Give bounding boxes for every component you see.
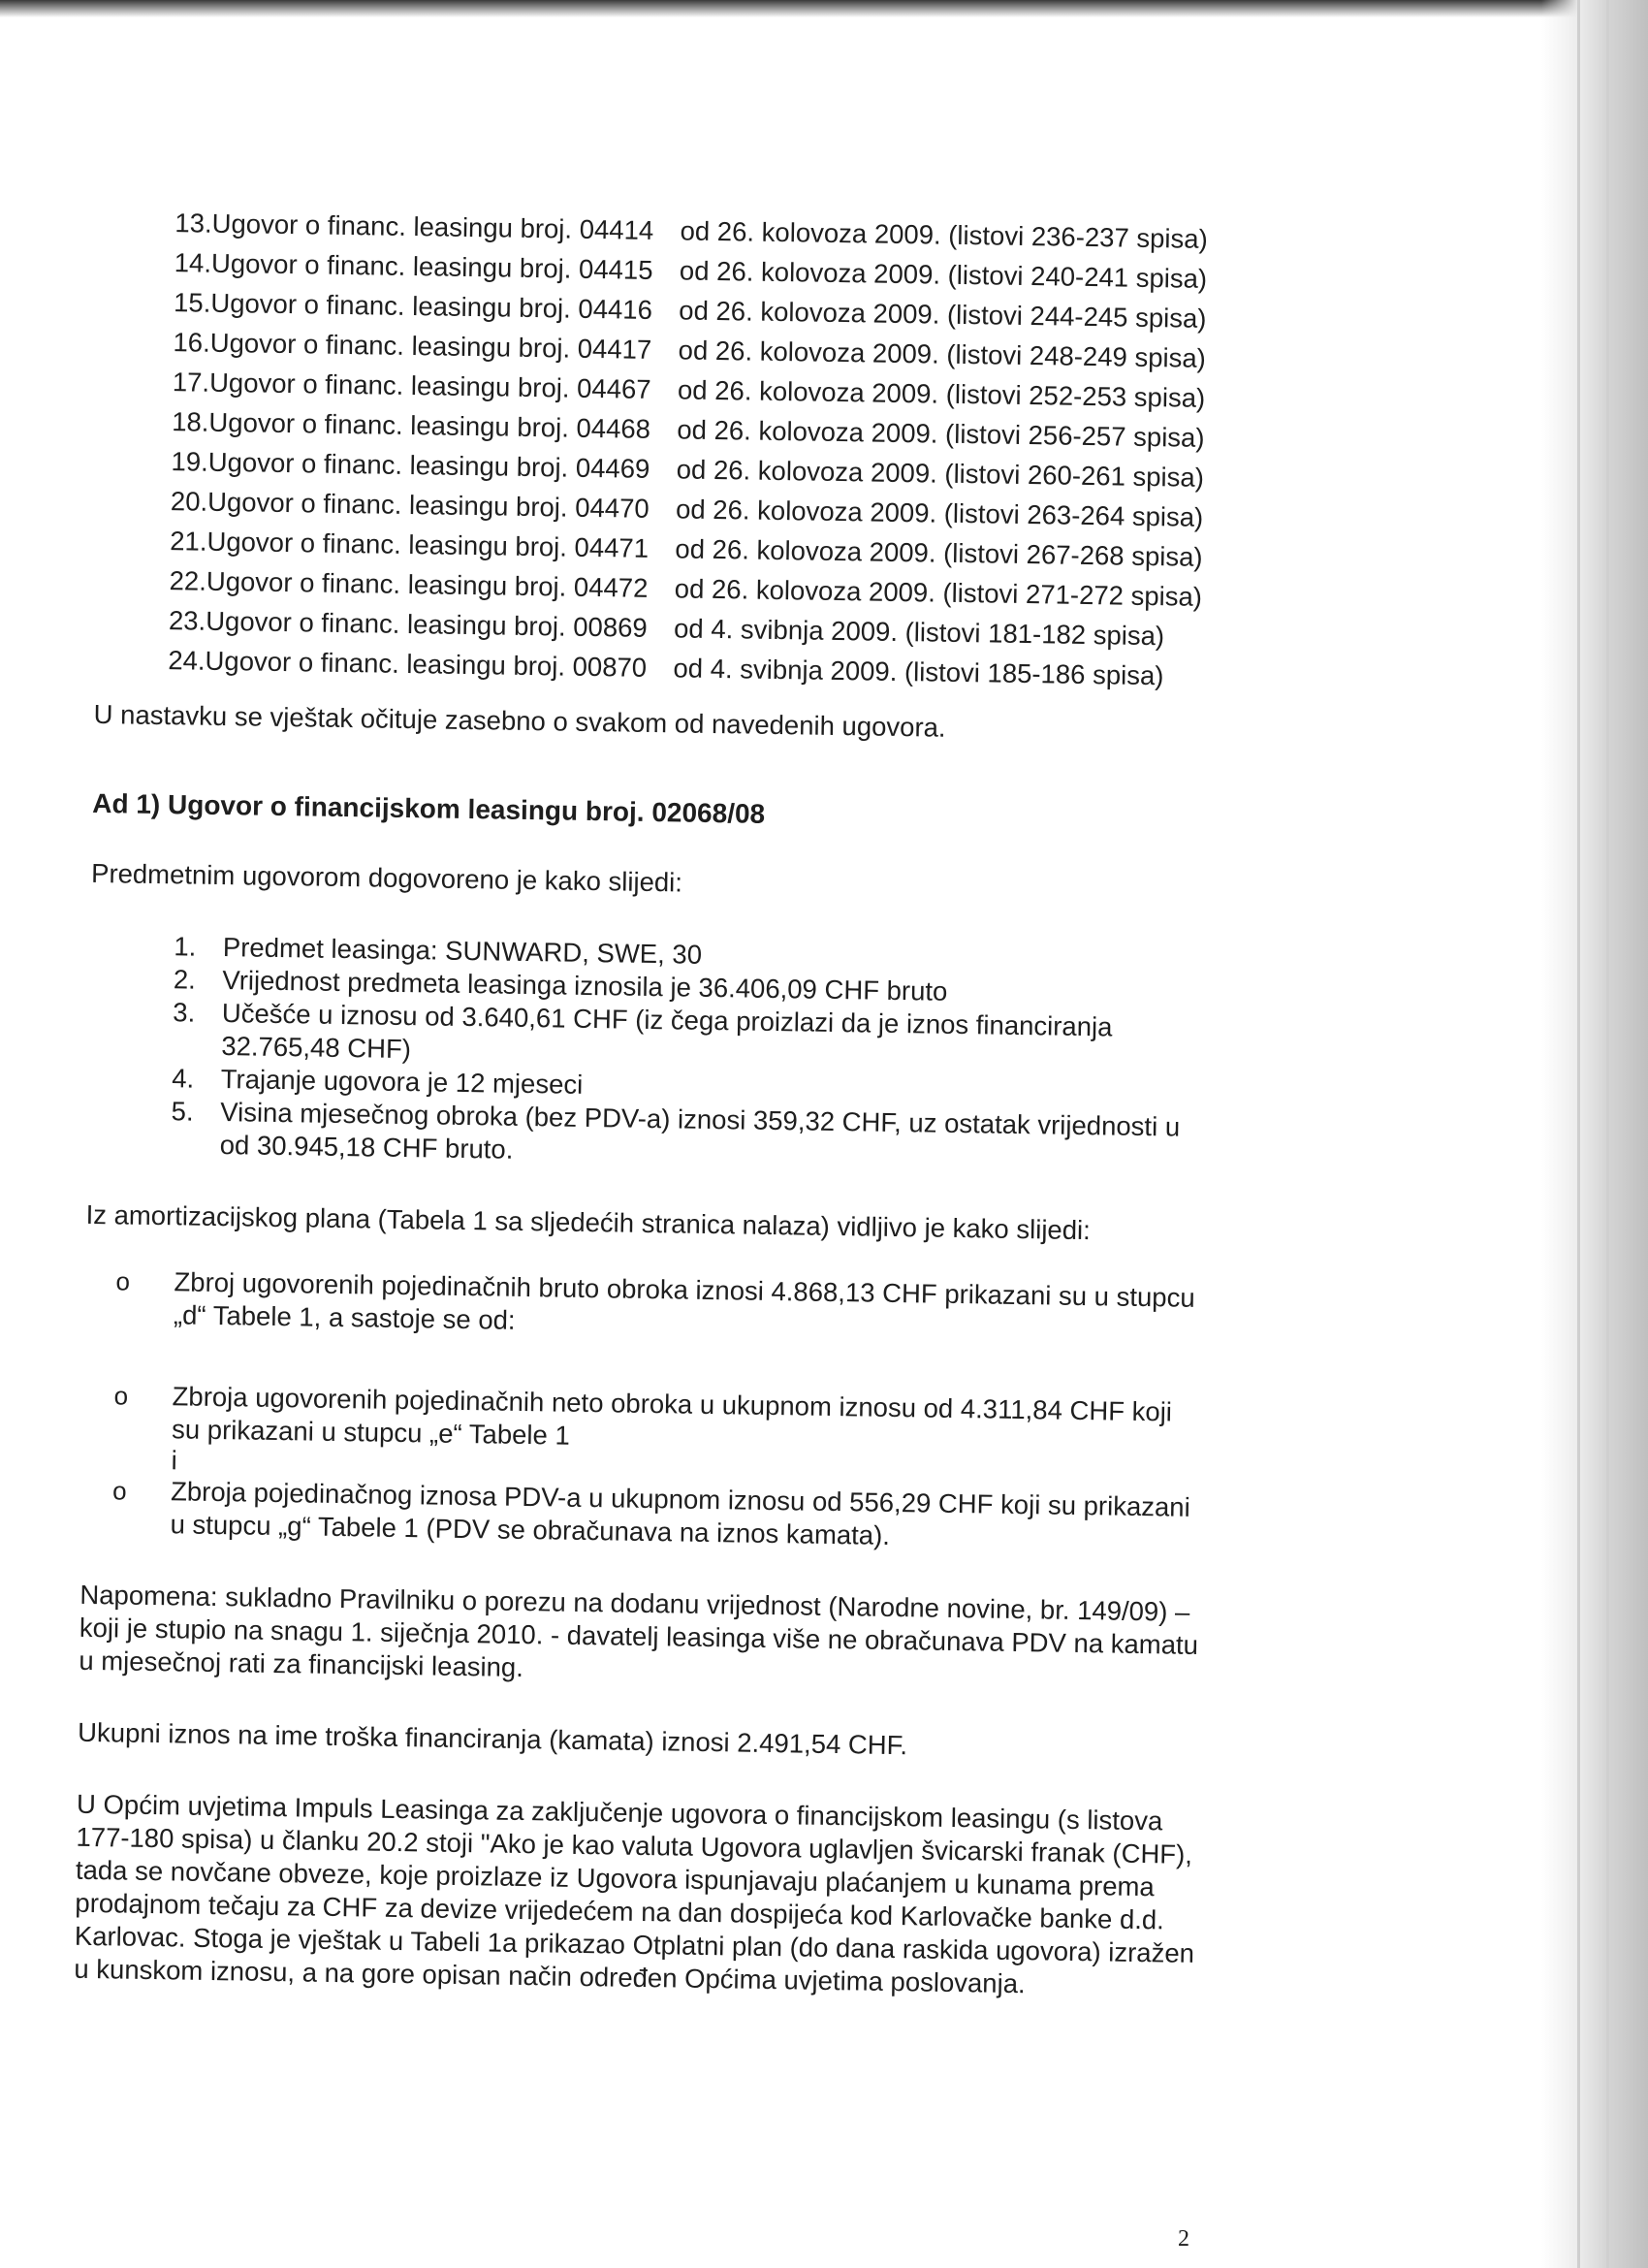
contract-date-reference: od 26. kolovoza 2009. (listovi 236-237 spisa) — [680, 215, 1208, 254]
term-item: 1. Predmet leasinga: SUNWARD, SWE, 30 — [204, 931, 1215, 979]
document-body — [74, 202, 1226, 2003]
note-paragraph: Napomena: sukladno Pravilniku o porezu na dodanu vrijednost (Narodne novine, br. 149/09) – koji je stupio na snagu 1. siječnja 2010. - davatelj leasinga više ne obračunava PDV na kamatu u mjesečnoj rati za financijski leasing. — [79, 1579, 1199, 1683]
circle-bullet-icon: o — [113, 1381, 129, 1411]
list-number: 21. — [170, 526, 207, 557]
list-number: 15. — [173, 287, 211, 318]
bullet-item — [84, 1264, 1210, 1348]
bullet-text: Zbroja ugovorenih pojedinačnih neto obroka u ukupnom iznosu od 4.311,84 CHF koji su prikazani u stupcu „e“ Tabele 1 — [171, 1381, 1173, 1451]
contract-date-reference: od 26. kolovoza 2009. (listovi 271-272 spisa) — [674, 573, 1203, 612]
circle-bullet-icon: o — [115, 1266, 131, 1296]
term-item: 3. Učešće u iznosu od 3.640,61 CHF (iz čega proizlazi da je iznos financiranja 32.765,48 CHF) — [202, 997, 1214, 1078]
lead-paragraph: Predmetnim ugovorom dogovoreno je kako slijedi: — [90, 857, 683, 898]
amortization-bullets — [82, 1264, 1210, 1462]
list-number: 24. — [168, 645, 206, 676]
intro-paragraph: U nastavku se vještak očituje zasebno o svakom od navedenih ugovora. — [93, 698, 946, 743]
amortization-intro: Iz amortizacijskog plana (Tabela 1 sa sljedećih stranica nalaza) vidljivo je kako slijedi: — [85, 1198, 1092, 1246]
list-number: 13. — [174, 208, 212, 239]
list-number: 14. — [174, 247, 212, 278]
contract-date-reference: od 4. svibnja 2009. (listovi 185-186 spisa) — [673, 653, 1164, 691]
contract-name: Ugovor o financ. leasingu broj. 04470 — [206, 486, 650, 524]
contract-name: Ugovor o financ. leasingu broj. 04472 — [206, 565, 649, 603]
contract-name: Ugovor o financ. leasingu broj. 04416 — [210, 287, 653, 325]
list-number: 17. — [172, 367, 210, 398]
bullet-text: Zbroja pojedinačnog iznosa PDV-a u ukupnom iznosu od 556,29 CHF koji su prikazani u stupcu „g“ Tabele 1 (PDV se obračunava na iznos kamata). — [170, 1476, 1190, 1550]
scan-top-shadow — [0, 0, 1648, 17]
term-item: 2. Vrijednost predmeta leasinga iznosila je 36.406,09 CHF bruto — [203, 964, 1214, 1012]
contract-name: Ugovor o financ. leasingu broj. 04469 — [207, 446, 650, 484]
total-financing-cost: Ukupni iznos na ime troška financiranja (kamata) iznosi 2.491,54 CHF. — [77, 1716, 908, 1761]
circle-bullet-icon: o — [111, 1476, 127, 1506]
contract-name: Ugovor o financ. leasingu broj. 00869 — [205, 605, 648, 643]
contract-date-reference: od 26. kolovoza 2009. (listovi 263-264 spisa) — [675, 494, 1204, 532]
contract-terms-list — [86, 929, 1215, 1177]
scan-page-edge-line — [1606, 0, 1609, 2268]
conjunction-text: i — [171, 1445, 177, 1476]
list-number: 19. — [171, 446, 209, 477]
bullet-text: Zbroj ugovorenih pojedinačnih bruto obroka iznosi 4.868,13 CHF prikazani su u stupcu „d“ Tabele 1, a sastoje se od: — [173, 1266, 1195, 1335]
list-number: 22. — [169, 565, 207, 596]
contract-date-reference: od 26. kolovoza 2009. (listovi 240-241 spisa) — [679, 255, 1208, 294]
page-number: 2 — [1178, 2226, 1189, 2252]
contract-name: Ugovor o financ. leasingu broj. 00870 — [205, 645, 648, 683]
contracts-list — [162, 203, 1208, 696]
contract-name: Ugovor o financ. leasingu broj. 04415 — [210, 247, 653, 285]
scan-right-edge — [1541, 0, 1648, 2268]
term-item: 5. Visina mjesečnog obroka (bez PDV-a) iznosi 359,32 CHF, uz ostatak vrijednosti u od 30.945,18 CHF bruto. — [200, 1096, 1212, 1177]
contract-name: Ugovor o financ. leasingu broj. 04468 — [208, 406, 651, 444]
contract-name: Ugovor o financ. leasingu broj. 04414 — [211, 208, 654, 245]
list-number: 20. — [170, 486, 208, 517]
list-number: 16. — [173, 327, 210, 358]
list-number: 23. — [168, 605, 206, 636]
contract-date-reference: od 26. kolovoza 2009. (listovi 260-261 spisa) — [676, 454, 1205, 493]
contract-date-reference: od 26. kolovoza 2009. (listovi 267-268 spisa) — [675, 533, 1203, 572]
contract-date-reference: od 26. kolovoza 2009. (listovi 244-245 spisa) — [679, 295, 1207, 334]
contract-name: Ugovor o financ. leasingu broj. 04417 — [209, 327, 652, 365]
contract-name: Ugovor o financ. leasingu broj. 04471 — [206, 526, 650, 563]
contract-date-reference: od 26. kolovoza 2009. (listovi 248-249 spisa) — [678, 335, 1207, 373]
contract-date-reference: od 26. kolovoza 2009. (listovi 256-257 spisa) — [677, 414, 1205, 453]
general-conditions-paragraph: U Općim uvjetima Impuls Leasinga za zaključenje ugovora o financijskom leasingu (s listova 177-180 spisa) u članku 20.2 stoji "Ako je kao valuta Ugovora uglavljen švicarski franak (CHF), tada se novčane obveze, koje proizlaze iz Ugovora ispunjavaju plaćanjem u kunama prema prodajnom tečaju za CHF za devize vrijedećem na dan dospijeća kod Karlovačke banke d.d. Karlovac. Stoga je vještak u Tabeli 1a prikazao Otplatni plan (do dana raskida ugovora) izražen u kunskom iznosu, a na gore opisan način određen Općima uvjetima poslovanja. — [74, 1788, 1195, 1999]
contract-date-reference: od 26. kolovoza 2009. (listovi 252-253 spisa) — [677, 374, 1206, 413]
section-heading: Ad 1) Ugovor o financijskom leasingu broj. 02068/08 — [92, 787, 766, 829]
contract-name: Ugovor o financ. leasingu broj. 04467 — [208, 367, 651, 404]
scan-page-edge-line — [1577, 0, 1580, 2268]
term-item: 4. Trajanje ugovora je 12 mjeseci — [202, 1063, 1213, 1111]
list-number: 18. — [171, 406, 209, 437]
contract-date-reference: od 4. svibnja 2009. (listovi 181-182 spisa) — [673, 613, 1165, 652]
